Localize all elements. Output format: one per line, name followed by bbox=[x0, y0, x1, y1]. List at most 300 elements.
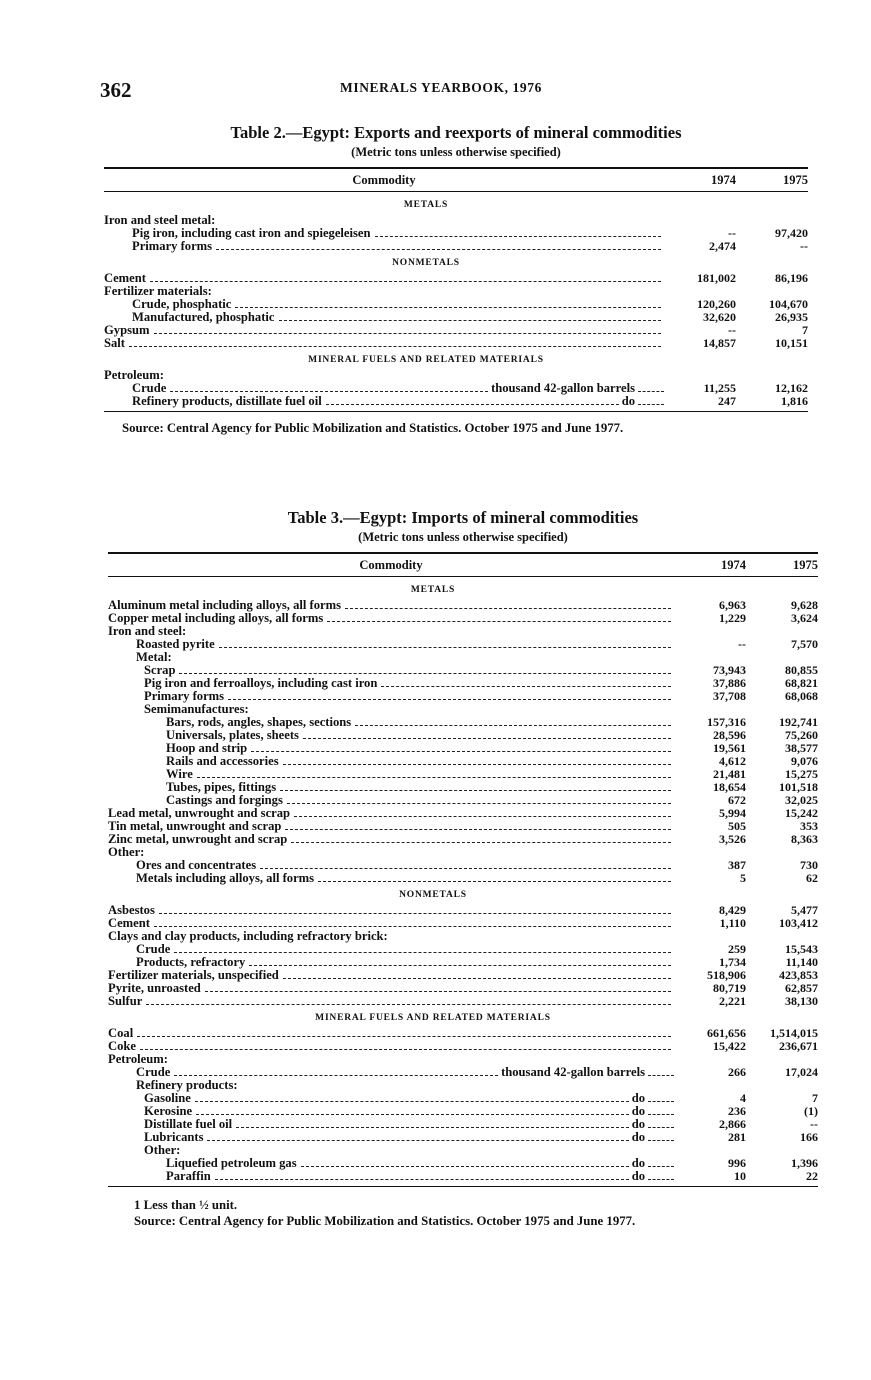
running-head: MINERALS YEARBOOK, 1976 bbox=[340, 80, 542, 95]
value-1975: 26,935 bbox=[775, 310, 808, 324]
commodity-name: Metals including alloys, all forms bbox=[136, 872, 315, 885]
table-row bbox=[108, 690, 818, 703]
unit-label: do bbox=[631, 1131, 645, 1144]
commodity-name: Cement bbox=[104, 272, 146, 285]
dot-leader bbox=[228, 699, 671, 700]
commodity-name: Crude bbox=[132, 382, 167, 395]
row-label bbox=[108, 1105, 674, 1118]
table-2 bbox=[104, 123, 808, 436]
dot-leader bbox=[345, 608, 671, 609]
table-row bbox=[108, 872, 818, 885]
row-label bbox=[108, 677, 674, 690]
value-1974: 8,429 bbox=[719, 903, 746, 917]
commodity-name: Paraffin bbox=[166, 1170, 211, 1183]
value-1975: 97,420 bbox=[775, 226, 808, 240]
value-1974: 19,561 bbox=[713, 741, 746, 755]
table-row bbox=[108, 1118, 818, 1131]
section-heading bbox=[104, 350, 808, 369]
value-1975: -- bbox=[800, 239, 808, 253]
value-1974: -- bbox=[728, 323, 736, 337]
commodity-name: Primary forms bbox=[144, 690, 225, 703]
table-row bbox=[108, 1157, 818, 1170]
dot-leader bbox=[251, 751, 671, 752]
dot-leader bbox=[140, 1049, 671, 1050]
commodity-name: Universals, plates, sheets bbox=[166, 729, 299, 742]
row-label bbox=[108, 1170, 674, 1183]
value-1974: 266 bbox=[728, 1065, 746, 1079]
dot-leader bbox=[205, 991, 671, 992]
value-1974: 37,886 bbox=[713, 676, 746, 690]
section-heading bbox=[104, 253, 808, 272]
row-label bbox=[104, 337, 664, 350]
row-label bbox=[104, 395, 664, 408]
commodity-name: Primary forms bbox=[132, 240, 213, 253]
commodity-name: Metal: bbox=[136, 651, 172, 664]
value-1975: 5,477 bbox=[791, 903, 818, 917]
table-row bbox=[108, 599, 818, 612]
dot-leader bbox=[280, 790, 671, 791]
table-row bbox=[108, 768, 818, 781]
value-1974: 996 bbox=[728, 1156, 746, 1170]
section-heading-text: MINERAL FUELS AND RELATED MATERIALS bbox=[315, 1013, 551, 1023]
row-label bbox=[108, 1040, 674, 1053]
row-label bbox=[108, 859, 674, 872]
value-1975: 12,162 bbox=[775, 381, 808, 395]
table-row bbox=[108, 612, 818, 625]
value-1974: 2,221 bbox=[719, 994, 746, 1008]
value-1974: 661,656 bbox=[707, 1026, 746, 1040]
value-1974: 32,620 bbox=[703, 310, 736, 324]
dot-leader bbox=[283, 978, 671, 979]
commodity-name: Refinery products: bbox=[136, 1079, 238, 1092]
value-1975: 75,260 bbox=[785, 728, 818, 742]
dot-leader bbox=[291, 842, 671, 843]
commodity-name: Distillate fuel oil bbox=[144, 1118, 233, 1131]
unit-label: do bbox=[621, 395, 635, 408]
dot-leader bbox=[216, 249, 661, 250]
commodity-name: Pyrite, unroasted bbox=[108, 982, 201, 995]
dot-leader bbox=[285, 829, 671, 830]
value-1975: 8,363 bbox=[791, 832, 818, 846]
value-1975: 104,670 bbox=[769, 297, 808, 311]
commodity-name: Petroleum: bbox=[108, 1053, 168, 1066]
value-1974: 18,654 bbox=[713, 780, 746, 794]
value-1975: 17,024 bbox=[785, 1065, 818, 1079]
row-label bbox=[108, 729, 674, 742]
table-row bbox=[108, 625, 818, 638]
value-1974: 2,474 bbox=[709, 239, 736, 253]
section-heading bbox=[108, 580, 818, 599]
value-1974: 181,002 bbox=[697, 271, 736, 285]
value-1974: -- bbox=[738, 637, 746, 651]
commodity-name: Pig iron and ferroalloys, including cast iron bbox=[144, 677, 378, 690]
dot-leader bbox=[375, 236, 661, 237]
commodity-name: Sulfur bbox=[108, 995, 143, 1008]
row-label bbox=[108, 846, 674, 859]
table-2-bottom-rule bbox=[104, 411, 808, 412]
table-row bbox=[108, 1170, 818, 1183]
commodity-name: Rails and accessories bbox=[166, 755, 279, 768]
table-2-column-header bbox=[104, 169, 808, 192]
table-row bbox=[108, 1053, 818, 1066]
column-header-1974: 1974 bbox=[721, 557, 746, 572]
row-label bbox=[108, 1066, 674, 1079]
table-row bbox=[108, 859, 818, 872]
commodity-name: Bars, rods, angles, shapes, sections bbox=[166, 716, 352, 729]
commodity-name: Wire bbox=[166, 768, 193, 781]
table-row bbox=[108, 729, 818, 742]
value-1975: 80,855 bbox=[785, 663, 818, 677]
commodity-name: Semimanufactures: bbox=[144, 703, 249, 716]
row-label bbox=[108, 1157, 674, 1170]
row-label bbox=[108, 1144, 674, 1157]
row-label bbox=[108, 833, 674, 846]
table-row bbox=[108, 1040, 818, 1053]
table-row bbox=[108, 742, 818, 755]
table-row bbox=[108, 755, 818, 768]
page-header bbox=[100, 76, 820, 106]
dot-leader bbox=[179, 673, 671, 674]
column-header-1974: 1974 bbox=[711, 172, 736, 187]
row-label bbox=[108, 969, 674, 982]
value-1975: 103,412 bbox=[779, 916, 818, 930]
table-3 bbox=[108, 508, 818, 1229]
table-3-source: Source: Central Agency for Public Mobilization and Statistics. October 1975 and June 1977. bbox=[134, 1214, 636, 1228]
value-1975: 32,025 bbox=[785, 793, 818, 807]
row-label bbox=[104, 298, 664, 311]
table-row bbox=[108, 904, 818, 917]
value-1974: 21,481 bbox=[713, 767, 746, 781]
row-label bbox=[108, 716, 674, 729]
table-row bbox=[104, 240, 808, 253]
row-label bbox=[108, 599, 674, 612]
row-label bbox=[108, 872, 674, 885]
dot-leader bbox=[195, 1101, 629, 1102]
value-1975: 86,196 bbox=[775, 271, 808, 285]
value-1974: 28,596 bbox=[713, 728, 746, 742]
commodity-name: Roasted pyrite bbox=[136, 638, 215, 651]
table-row bbox=[108, 833, 818, 846]
value-1975: 15,275 bbox=[785, 767, 818, 781]
value-1974: 672 bbox=[728, 793, 746, 807]
value-1974: 281 bbox=[728, 1130, 746, 1144]
value-1975: 353 bbox=[800, 819, 818, 833]
unit-label: do bbox=[631, 1092, 645, 1105]
row-label bbox=[104, 311, 664, 324]
row-label bbox=[108, 664, 674, 677]
dot-leader bbox=[648, 1127, 674, 1128]
value-1975: -- bbox=[810, 1117, 818, 1131]
table-row bbox=[108, 1027, 818, 1040]
dot-leader bbox=[170, 391, 488, 392]
commodity-name: Manufactured, phosphatic bbox=[132, 311, 275, 324]
dot-leader bbox=[648, 1114, 674, 1115]
value-1974: 1,110 bbox=[719, 916, 746, 930]
table-3-subtitle: (Metric tons unless otherwise specified) bbox=[358, 530, 568, 544]
table-3-bottom-rule bbox=[108, 1186, 818, 1187]
commodity-name: Asbestos bbox=[108, 904, 155, 917]
dot-leader bbox=[236, 1127, 629, 1128]
value-1974: 6,963 bbox=[719, 598, 746, 612]
row-label bbox=[104, 240, 664, 253]
table-row bbox=[108, 781, 818, 794]
commodity-name: Crude bbox=[136, 1066, 171, 1079]
value-1975: 9,628 bbox=[791, 598, 818, 612]
value-1974: 4 bbox=[740, 1091, 746, 1105]
value-1975: 62 bbox=[806, 871, 818, 885]
commodity-name: Gasoline bbox=[144, 1092, 191, 1105]
commodity-name: Cement bbox=[108, 917, 150, 930]
unit-label: thousand 42-gallon barrels bbox=[501, 1066, 645, 1079]
row-label bbox=[108, 703, 674, 716]
dot-leader bbox=[287, 803, 671, 804]
commodity-name: Fertilizer materials, unspecified bbox=[108, 969, 279, 982]
dot-leader bbox=[303, 738, 671, 739]
commodity-name: Products, refractory bbox=[136, 956, 246, 969]
value-1975: 101,518 bbox=[779, 780, 818, 794]
value-1975: 68,821 bbox=[785, 676, 818, 690]
table-row bbox=[108, 664, 818, 677]
dot-leader bbox=[294, 816, 671, 817]
value-1975: 236,671 bbox=[779, 1039, 818, 1053]
dot-leader bbox=[146, 1004, 671, 1005]
dot-leader bbox=[154, 333, 662, 334]
row-label bbox=[104, 214, 664, 227]
section-heading-text: METALS bbox=[410, 585, 456, 595]
dot-leader bbox=[260, 868, 671, 869]
value-1975: 7 bbox=[812, 1091, 818, 1105]
commodity-name: Clays and clay products, including refractory brick: bbox=[108, 930, 388, 943]
row-label bbox=[108, 638, 674, 651]
table-row bbox=[104, 337, 808, 350]
value-1975: 192,741 bbox=[779, 715, 818, 729]
value-1975: 38,130 bbox=[785, 994, 818, 1008]
row-label bbox=[104, 285, 664, 298]
column-header-1975: 1975 bbox=[783, 172, 808, 187]
table-row bbox=[104, 227, 808, 240]
commodity-name: Copper metal including alloys, all forms bbox=[108, 612, 324, 625]
value-1975: 166 bbox=[800, 1130, 818, 1144]
table-row bbox=[108, 982, 818, 995]
commodity-name: Iron and steel metal: bbox=[104, 214, 216, 227]
commodity-name: Aluminum metal including alloys, all forms bbox=[108, 599, 342, 612]
commodity-name: Salt bbox=[104, 337, 125, 350]
value-1975: 7,570 bbox=[791, 637, 818, 651]
value-1975: 22 bbox=[806, 1169, 818, 1183]
dot-leader bbox=[638, 404, 664, 405]
table-3-title: Table 3.—Egypt: Imports of mineral commodities bbox=[287, 508, 639, 527]
value-1974: 73,943 bbox=[713, 663, 746, 677]
row-label bbox=[108, 612, 674, 625]
row-label bbox=[108, 742, 674, 755]
section-heading bbox=[108, 885, 818, 904]
value-1974: 387 bbox=[728, 858, 746, 872]
commodity-name: Tubes, pipes, fittings bbox=[166, 781, 277, 794]
table-row bbox=[108, 995, 818, 1008]
row-label bbox=[108, 956, 674, 969]
commodity-name: Coke bbox=[108, 1040, 136, 1053]
commodity-name: Other: bbox=[144, 1144, 181, 1157]
value-1974: 10 bbox=[734, 1169, 746, 1183]
value-1975: 1,816 bbox=[781, 394, 808, 408]
row-label bbox=[108, 820, 674, 833]
value-1975: 15,543 bbox=[785, 942, 818, 956]
table-2-body bbox=[104, 192, 808, 408]
value-1974: 2,866 bbox=[719, 1117, 746, 1131]
dot-leader bbox=[219, 647, 671, 648]
dot-leader bbox=[207, 1140, 628, 1141]
row-label bbox=[108, 1079, 674, 1092]
table-row bbox=[108, 638, 818, 651]
value-1974: 15,422 bbox=[713, 1039, 746, 1053]
dot-leader bbox=[150, 281, 661, 282]
value-1974: 4,612 bbox=[719, 754, 746, 768]
table-row bbox=[104, 369, 808, 382]
row-label bbox=[108, 1092, 674, 1105]
commodity-name: Kerosine bbox=[144, 1105, 193, 1118]
commodity-name: Hoop and strip bbox=[166, 742, 248, 755]
dot-leader bbox=[196, 1114, 629, 1115]
section-heading bbox=[104, 195, 808, 214]
row-label bbox=[108, 651, 674, 664]
column-header-1975: 1975 bbox=[793, 557, 818, 572]
commodity-name: Lead metal, unwrought and scrap bbox=[108, 807, 291, 820]
value-1974: 505 bbox=[728, 819, 746, 833]
column-header-commodity: Commodity bbox=[359, 557, 423, 572]
commodity-name: Refinery products, distillate fuel oil bbox=[132, 395, 322, 408]
value-1974: 259 bbox=[728, 942, 746, 956]
unit-label: do bbox=[631, 1118, 645, 1131]
table-row bbox=[104, 272, 808, 285]
value-1974: 1,229 bbox=[719, 611, 746, 625]
row-label bbox=[108, 982, 674, 995]
table-row bbox=[104, 214, 808, 227]
row-label bbox=[104, 227, 664, 240]
row-label bbox=[108, 625, 674, 638]
row-label bbox=[108, 1053, 674, 1066]
table-row bbox=[108, 1092, 818, 1105]
commodity-name: Liquefied petroleum gas bbox=[166, 1157, 297, 1170]
commodity-name: Castings and forgings bbox=[166, 794, 283, 807]
table-row bbox=[108, 1105, 818, 1118]
value-1974: -- bbox=[728, 226, 736, 240]
row-label bbox=[108, 794, 674, 807]
value-1975: 11,140 bbox=[785, 955, 818, 969]
value-1975: (1) bbox=[804, 1104, 818, 1118]
table-row bbox=[108, 969, 818, 982]
row-label bbox=[104, 272, 664, 285]
commodity-name: Other: bbox=[108, 846, 145, 859]
table-row bbox=[108, 677, 818, 690]
table-row bbox=[104, 311, 808, 324]
table-row bbox=[108, 1144, 818, 1157]
row-label bbox=[108, 930, 674, 943]
table-row bbox=[104, 395, 808, 408]
dot-leader bbox=[301, 1166, 629, 1167]
row-label bbox=[108, 943, 674, 956]
row-label bbox=[104, 324, 664, 337]
table-3-column-header bbox=[108, 554, 818, 577]
row-label bbox=[104, 369, 664, 382]
table-2-subtitle: (Metric tons unless otherwise specified) bbox=[351, 145, 561, 159]
commodity-name: Coal bbox=[108, 1027, 134, 1040]
value-1975: 10,151 bbox=[775, 336, 808, 350]
value-1974: 11,255 bbox=[703, 381, 736, 395]
dot-leader bbox=[174, 952, 671, 953]
table-row bbox=[108, 716, 818, 729]
unit-label: thousand 42-gallon barrels bbox=[491, 382, 635, 395]
value-1974: 518,906 bbox=[707, 968, 746, 982]
value-1975: 7 bbox=[802, 323, 808, 337]
row-label bbox=[108, 807, 674, 820]
row-label bbox=[108, 1027, 674, 1040]
value-1974: 5 bbox=[740, 871, 746, 885]
row-label bbox=[104, 382, 664, 395]
dot-leader bbox=[327, 621, 671, 622]
value-1974: 3,526 bbox=[719, 832, 746, 846]
unit-label: do bbox=[631, 1170, 645, 1183]
dot-leader bbox=[129, 346, 661, 347]
dot-leader bbox=[648, 1179, 674, 1180]
table-row bbox=[108, 930, 818, 943]
table-row bbox=[108, 917, 818, 930]
table-row bbox=[108, 846, 818, 859]
section-heading-text: MINERAL FUELS AND RELATED MATERIALS bbox=[308, 355, 544, 365]
commodity-name: Pig iron, including cast iron and spiegeleisen bbox=[132, 227, 371, 240]
row-label bbox=[108, 690, 674, 703]
value-1974: 5,994 bbox=[719, 806, 746, 820]
dot-leader bbox=[283, 764, 671, 765]
table-row bbox=[108, 807, 818, 820]
table-row bbox=[108, 651, 818, 664]
value-1974: 120,260 bbox=[697, 297, 736, 311]
commodity-name: Scrap bbox=[144, 664, 176, 677]
commodity-name: Tin metal, unwrought and scrap bbox=[108, 820, 282, 833]
value-1974: 80,719 bbox=[713, 981, 746, 995]
table-row bbox=[108, 1066, 818, 1079]
value-1975: 1,514,015 bbox=[770, 1026, 818, 1040]
value-1975: 38,577 bbox=[785, 741, 818, 755]
table-row bbox=[108, 1131, 818, 1144]
value-1975: 1,396 bbox=[791, 1156, 818, 1170]
table-3-body bbox=[108, 577, 818, 1183]
dot-leader bbox=[648, 1166, 674, 1167]
dot-leader bbox=[355, 725, 671, 726]
dot-leader bbox=[137, 1036, 671, 1037]
table-row bbox=[108, 820, 818, 833]
value-1974: 247 bbox=[718, 394, 736, 408]
table-row bbox=[108, 943, 818, 956]
dot-leader bbox=[648, 1075, 674, 1076]
dot-leader bbox=[249, 965, 671, 966]
row-label bbox=[108, 1118, 674, 1131]
row-label bbox=[108, 995, 674, 1008]
value-1975: 9,076 bbox=[791, 754, 818, 768]
section-heading bbox=[108, 1008, 818, 1027]
commodity-name: Fertilizer materials: bbox=[104, 285, 212, 298]
dot-leader bbox=[197, 777, 671, 778]
unit-label: do bbox=[631, 1157, 645, 1170]
dot-leader bbox=[318, 881, 671, 882]
dot-leader bbox=[326, 404, 619, 405]
row-label bbox=[108, 781, 674, 794]
row-label bbox=[108, 904, 674, 917]
value-1975: 62,857 bbox=[785, 981, 818, 995]
commodity-name: Petroleum: bbox=[104, 369, 164, 382]
dot-leader bbox=[381, 686, 671, 687]
value-1975: 423,853 bbox=[779, 968, 818, 982]
value-1975: 15,242 bbox=[785, 806, 818, 820]
